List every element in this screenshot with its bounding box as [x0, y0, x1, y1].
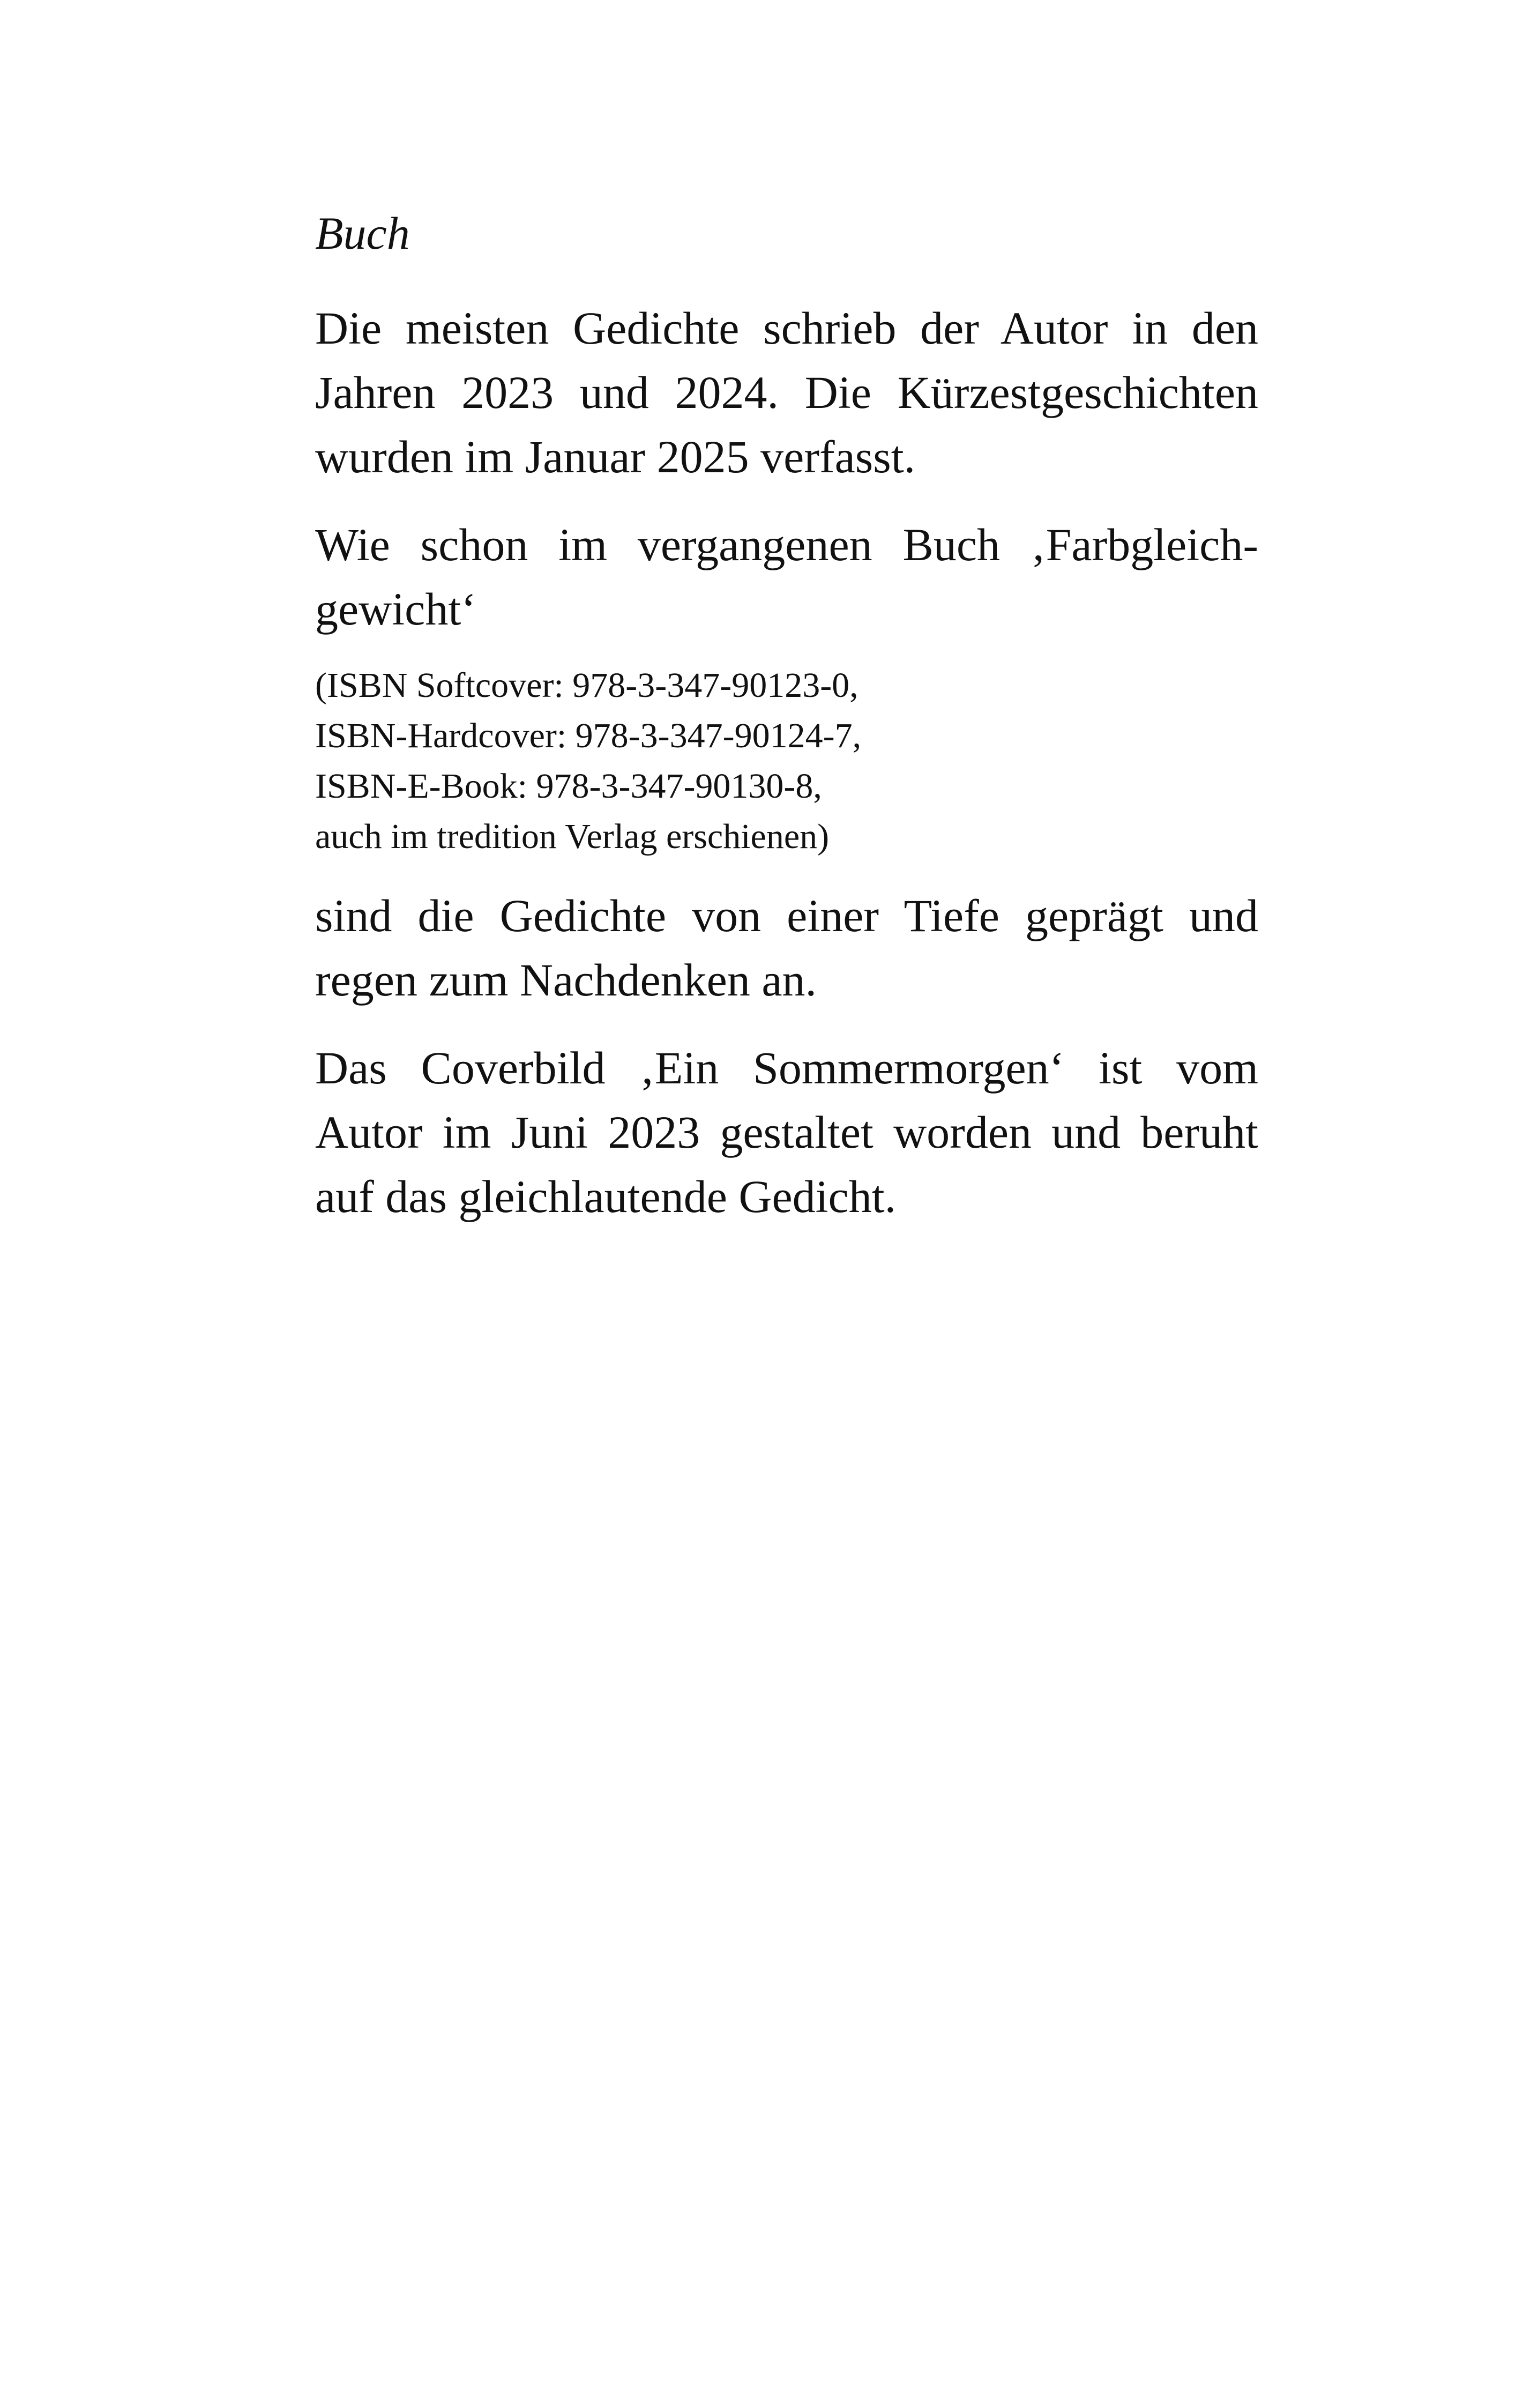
paragraph-previous-book-line-2: gewicht‘: [315, 583, 476, 635]
paragraph-previous-book: [315, 512, 1258, 641]
isbn-hardcover: ISBN-Hardcover: 978-3-347-90124-7,: [315, 716, 862, 755]
paragraph-intro-line-1: Die meisten Gedichte schrieb der Autor in den: [315, 302, 1258, 354]
paragraph-intro-line-3: wurden im Januar 2025 verfasst.: [315, 431, 916, 482]
isbn-publisher-note: auch im tredition Verlag erschienen): [315, 817, 830, 856]
section-heading: Buch: [315, 207, 410, 259]
isbn-softcover: (ISBN Softcover: 978-3-347-90123-0,: [315, 666, 858, 705]
paragraph-cover-line-3: auf das gleichlautende Gedicht.: [315, 1171, 897, 1222]
paragraph-intro-line-2: Jahren 2023 und 2024. Die Kürzestgeschichten: [315, 367, 1258, 418]
paragraph-depth-line-1: sind die Gedichte von einer Tiefe geprägt und: [315, 890, 1258, 941]
paragraph-cover-line-1: Das Coverbild ‚Ein Sommermorgen‘ ist vom: [315, 1042, 1258, 1094]
isbn-block: [315, 660, 1258, 862]
paragraph-depth: [315, 883, 1258, 1012]
page-content: [315, 204, 1258, 1252]
paragraph-intro: [315, 296, 1258, 489]
isbn-ebook: ISBN-E-Book: 978-3-347-90130-8,: [315, 767, 822, 806]
paragraph-cover-line-2: Autor im Juni 2023 gestaltet worden und beruht: [315, 1106, 1258, 1158]
paragraph-cover: [315, 1036, 1258, 1229]
paragraph-depth-line-2: regen zum Nachdenken an.: [315, 954, 817, 1006]
paragraph-previous-book-line-1: Wie schon im vergangenen Buch ‚Farbgleich-: [315, 519, 1258, 570]
